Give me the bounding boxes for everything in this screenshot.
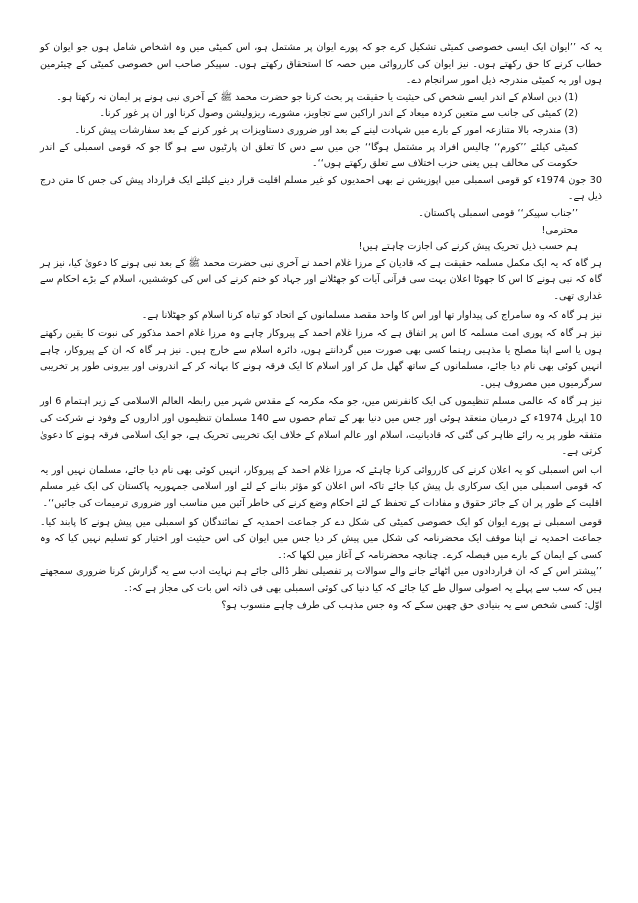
paragraph-first-question: اوّل: کسی شخص سے یہ بنیادی حق چھین سکے کہ وہ جس مذہب کی طرف چاہے منسوب ہو؟ [221, 599, 602, 611]
paragraph-point-1: (1) دین اسلام کے اندر ایسے شخص کی حیثیت یا حقیقت پر بحث کرنا جو حضرت محمد ﷺ کے آخری نبی ہونے پر ایمان نہ رکھتا ہو۔ [56, 91, 578, 103]
address-line: ’’جناب سپیکر‘‘ قومی اسمبلی پاکستان۔ [418, 207, 578, 219]
paragraph-opposition-resolution: 30 جون 1974ء کو قومی اسمبلی میں اپوزیشن نے بھی احمدیوں کو غیر مسلم اقلیت قرار دینے کیلئے ایک قرارداد پیش کی جس کا متن درج ذیل ہے۔ [40, 174, 602, 203]
paragraph-point-2: (2) کمیٹی کی جانب سے متعین کردہ میعاد کے اندر اراکین سے تجاویز، مشورے، ریزولیشن وصول کرنا اور ان پر غور کرنا۔ [99, 108, 578, 120]
paragraph-quorum: کمیٹی کیلئے ’’کورم‘‘ چالیس افراد پر مشتمل ہوگا‘‘ جن میں سے دس کا تعلق ان پارٹیوں سے ہو گا جو کہ قومی اسمبلی کے اندر حکومت کی مخالف ہیں یعنی حزب اختلاف سے تعلق رکھتے ہوں‘‘۔ [40, 141, 578, 170]
paragraph-whereas-3: نیز ہر گاہ کہ پوری امت مسلمہ کا اس پر اتفاق ہے کہ مرزا غلام احمد کے پیروکار چاہے وہ مرزا غلام احمد مذکور کی نبوت کا یقین رکھتے ہوں یا اسے اپنا مصلح یا مذہبی رہنما کسی بھی صورت میں گردانتے ہوں، دائرہ اسلام سے خارج ہیں۔ نیز ہر گاہ کہ ان کے پیروکار، چاہے انہیں کوئی بھی نام دیا جائے، مسلمانوں کے ساتھ گھل مل کر اور اسلام کا ایک فرقہ ہونے کا بہانہ کر کے اندرونی اور بیرونی طور پر تخریبی سرگرمیوں میں مصروف ہیں۔ [40, 328, 602, 389]
paragraph-point-3: (3) مندرجہ بالا متنازعہ امور کے بارے میں شہادت لینے کے بعد اور ضروری دستاویزات پر غور کرنے کے بعد سفارشات پیش کرنا۔ [74, 124, 578, 136]
paragraph-whereas-2: نیز ہر گاہ کہ وہ سامراج کی پیداوار تھا اور اس کا واحد مقصد مسلمانوں کے اتحاد کو تباہ کرنا اسلام کو جھٹلانا ہے۔ [141, 309, 602, 321]
paragraph-resolution-intro: یہ کہ ’’ایوان ایک ایسی خصوصی کمیٹی تشکیل کرے جو کہ پورے ایوان پر مشتمل ہو، اس کمیٹی میں وہ اشخاص شامل ہوں جو ایوان کو خطاب کرنے کا حق رکھتے ہوں۔ نیز ایوان کی کارروائی میں حصہ کا استحقاق رکھتے ہوں۔ سپیکر صاحب اس خصوصی کمیٹی کے چیئرمین ہوں اور یہ کمیٹی مندرجہ ذیل امور سرانجام دے۔ [40, 42, 602, 87]
paragraph-whereas-1: ہر گاہ کہ یہ ایک مکمل مسلمہ حقیقت ہے کہ قادیان کے مرزا غلام احمد نے آخری نبی حضرت محمد ﷺ کے بعد نبی ہونے کا دعویٰ کیا، نیز ہر گاہ کہ نبی ہونے کا اس کا جھوٹا اعلان بہت سی قرآنی آیات کو جھٹلانے اور جہاد کو ختم کرنے کی اس کی کوششیں، اسلام کے بڑے احکام سے غداری تھی۔ [40, 257, 602, 302]
paragraph-mahzarnama-quote: ’’پیشتر اس کے کہ ان قراردادوں میں اٹھائے جانے والے سوالات پر تفصیلی نظر ڈالی جائے ہم نہایت ادب سے یہ گزارش کرنا ضروری سمجھتے ہیں کہ سب سے پہلے یہ اصولی سوال طے کیا جائے کہ کیا دنیا کی کوئی اسمبلی بھی فی ذاتہ اس بات کی مجاز ہے کہ:۔ [40, 566, 602, 594]
paragraph-special-committee: قومی اسمبلی نے پورے ایوان کو ایک خصوصی کمیٹی کی شکل دے کر جماعت احمدیہ کے نمائندگان کو اسمبلی میں پیش ہونے کا پابند کیا۔ جماعت احمدیہ نے اپنا موقف ایک محضرنامہ کی شکل میں پیش کر دیا جس میں ایوان کی اس حیثیت اور اختیار کو تسلیم نہیں کیا کہ وہ کسی کے ایمان کے بارے میں فیصلہ کرے۔ چنانچہ محضرنامہ کے آغاز میں لکھا کہ:۔ [40, 516, 602, 561]
salutation: محترمی! [541, 224, 578, 236]
paragraph-whereas-4: نیز ہر گاہ کہ عالمی مسلم تنظیموں کی ایک کانفرنس میں، جو مکہ مکرمہ کے مقدس شہر میں رابطہ العالم الاسلامی کے زیر اہتمام 6 اور 10 اپریل 1974ء کے درمیان منعقد ہوئی اور جس میں دنیا بھر کے تمام حصوں سے 140 مسلمان تنظیموں اور اداروں کے وفود نے شرکت کی متفقہ طور پر یہ رائے ظاہر کی گئی کہ قادیانیت، اسلام اور عالم اسلام کے خلاف ایک تخریبی تحریک ہے، جو ایک اسلامی فرقہ ہونے کا دعویٰ کرتی ہے۔ [40, 396, 602, 458]
paragraph-motion: ہم حسب ذیل تحریک پیش کرنے کی اجازت چاہتے ہیں! [358, 241, 578, 253]
paragraph-now-therefore: اب اس اسمبلی کو یہ اعلان کرنے کی کارروائی کرنا چاہئے کہ مرزا غلام احمد کے پیروکار، انہیں کوئی بھی نام دیا جائے، مسلمان نہیں اور یہ کہ قومی اسمبلی میں ایک سرکاری بل پیش کیا جائے تاکہ اس اعلان کو مؤثر بنانے کے لئے اور اسلامی جمہوریہ پاکستان کی ایک غیر مسلم اقلیت کے طور پر ان کے جائز حقوق و مفادات کے تحفظ کے لئے احکام وضع کرنے کی خاطر آئین میں مناسب اور ضروری ترمیمات کی جائیں‘‘۔ [40, 464, 602, 510]
document-page [40, 40, 602, 875]
